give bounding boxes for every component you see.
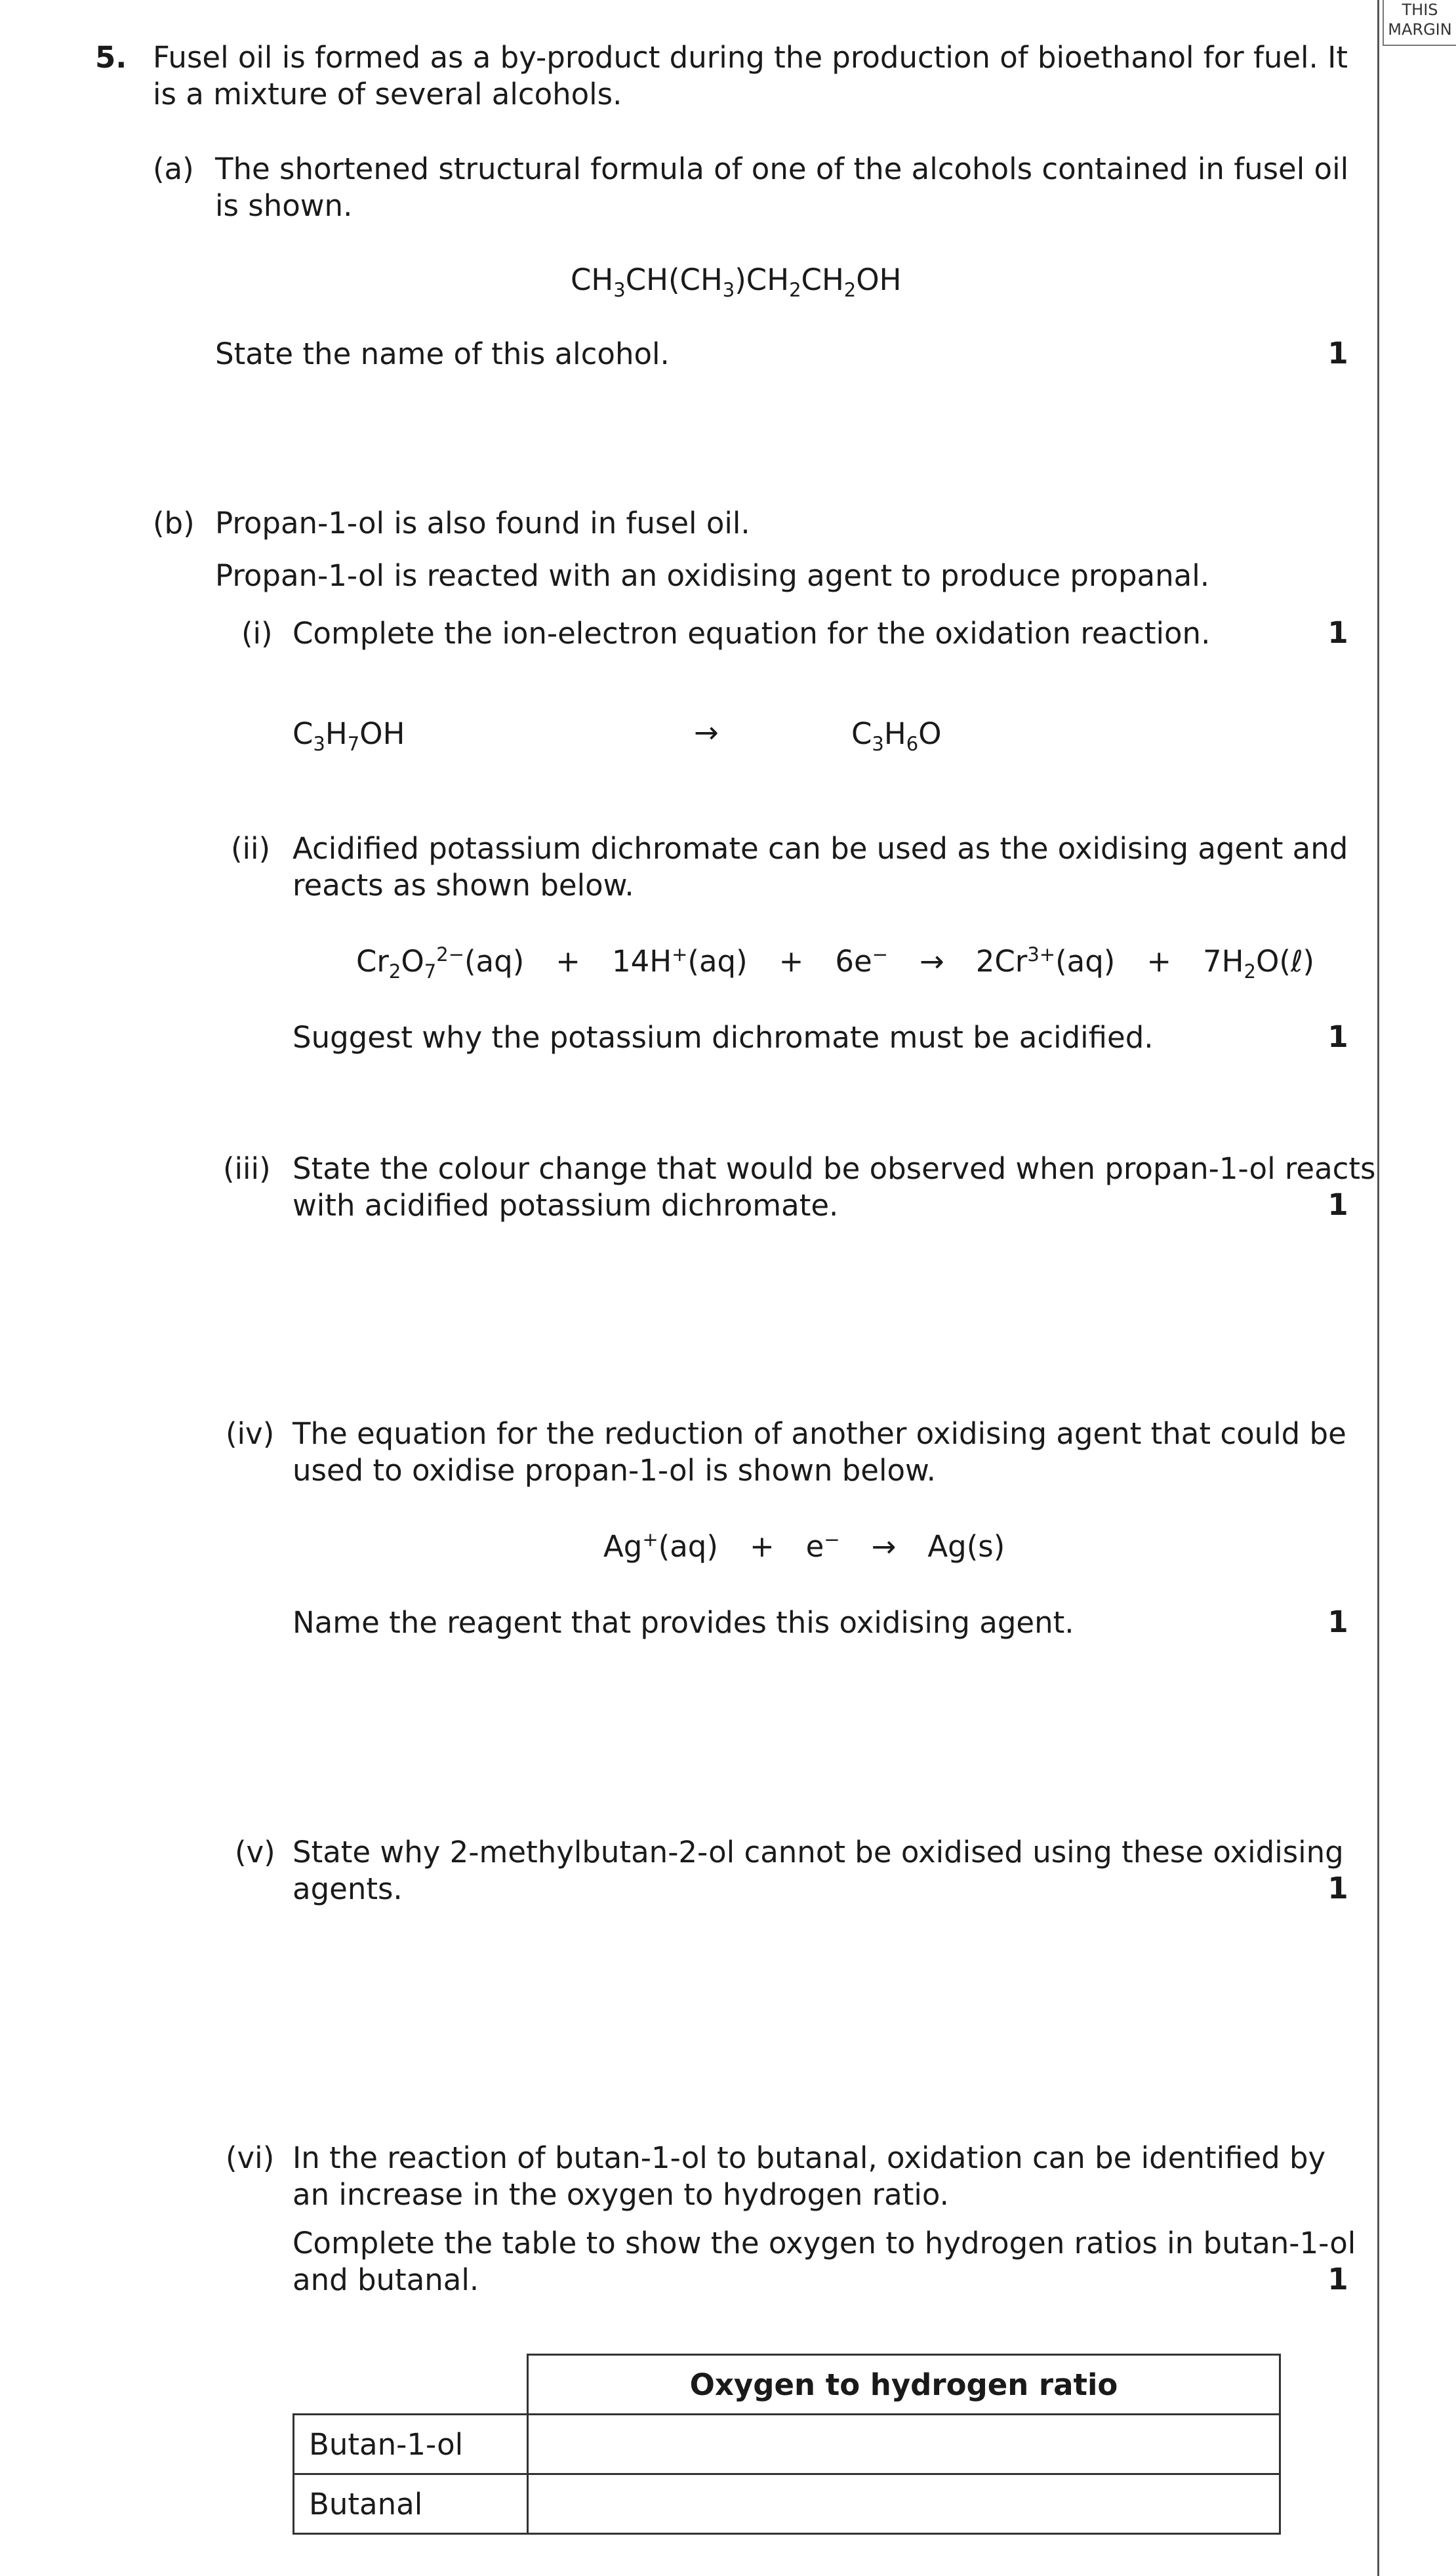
answer-cell-butan-1-ol[interactable] (528, 2415, 1280, 2474)
question-intro-line2: is a mixture of several alcohols. (153, 77, 622, 112)
part-a-line1: The shortened structural formula of one of the alcohols contained in fusel oil (215, 152, 1349, 186)
answer-cell-butanal[interactable] (528, 2474, 1280, 2534)
part-a-line2: is shown. (215, 188, 353, 223)
silver-equation: Ag+(aq) + e− → Ag(s) (603, 1528, 1005, 1564)
part-b-iv-prompt: Name the reagent that provides this oxidising agent. (293, 1605, 1074, 1640)
margin-label (1383, 0, 1456, 46)
part-b-vi-line4: and butanal. (293, 2262, 479, 2297)
ion-electron-left: $C_3H_7OH$ (293, 716, 405, 755)
part-a-label: (a) (153, 152, 194, 186)
table-row (294, 2474, 1280, 2534)
part-b-iii-line1: State the colour change that would be observed when propan-1-ol reacts (293, 1151, 1376, 1186)
part-b-iv-line1: The equation for the reduction of another oxidising agent that could be (293, 1416, 1346, 1451)
part-b-label: (b) (153, 506, 195, 541)
margin-divider (1377, 0, 1379, 2576)
part-a-prompt: State the name of this alcohol. (215, 337, 670, 371)
part-a-marks: 1 (1327, 336, 1348, 371)
margin-label-line2: MARGIN (1388, 20, 1452, 39)
dichromate-equation: $Cr_2O_7^{2-}(aq) + 14H^+(aq) + 6e^- \to 2Cr^{3+}(aq)$ + $7H_2O(\ell)$ (356, 943, 1315, 983)
part-b-ii-prompt: Suggest why the potassium dichromate must be acidified. (293, 1020, 1154, 1055)
table-row (294, 2415, 1280, 2474)
part-b-v-line2: agents. (293, 1871, 403, 1906)
part-b-i-text: Complete the ion-electron equation for the oxidation reaction. (293, 616, 1211, 651)
part-b-iv-line2: used to oxidise propan-1-ol is shown below. (293, 1453, 936, 1488)
table-header-row (294, 2355, 1280, 2415)
part-b-ii-line2: reacts as shown below. (293, 868, 634, 903)
part-b-v-label: (v) (235, 1835, 275, 1870)
part-b-i-marks: 1 (1327, 615, 1348, 650)
part-b-vi-line3: Complete the table to show the oxygen to hydrogen ratios in butan-1-ol (293, 2226, 1356, 2260)
part-b-v-line1: State why 2-methylbutan-2-ol cannot be oxidised using these oxidising (293, 1835, 1344, 1870)
part-b-iii-line2: with acidified potassium dichromate. (293, 1188, 839, 1223)
ion-electron-right: $C_3H_6O$ (851, 716, 942, 755)
question-number: 5. (95, 40, 127, 75)
part-b-iii-marks: 1 (1327, 1187, 1348, 1222)
part-b-iv-label: (iv) (226, 1416, 275, 1451)
part-b-line1: Propan-1-ol is also found in fusel oil. (215, 506, 750, 541)
part-b-vi-line2: an increase in the oxygen to hydrogen ratio. (293, 2177, 949, 2212)
ratio-table (293, 2354, 1281, 2535)
part-b-ii-label: (ii) (231, 831, 271, 866)
table-header: Oxygen to hydrogen ratio (528, 2355, 1280, 2415)
part-b-ii-marks: 1 (1327, 1019, 1348, 1054)
part-b-vi-line1: In the reaction of butan-1-ol to butanal, oxidation can be identified by (293, 2140, 1326, 2175)
part-b-vi-label: (vi) (226, 2140, 275, 2175)
part-b-line2: Propan-1-ol is reacted with an oxidising agent to produce propanal. (215, 558, 1210, 593)
part-b-i-label: (i) (241, 616, 273, 651)
row-label-butan-1-ol: Butan-1-ol (294, 2415, 528, 2474)
structural-formula: $CH_3CH(CH_3)CH_2CH_2OH$ (571, 262, 902, 301)
table-corner-cell (294, 2355, 528, 2415)
part-b-vi-marks: 1 (1327, 2262, 1348, 2297)
part-b-iv-marks: 1 (1327, 1605, 1348, 1639)
margin-label-line1: THIS (1402, 1, 1438, 19)
part-b-iii-label: (iii) (223, 1151, 271, 1186)
question-intro-line1: Fusel oil is formed as a by-product during the production of bioethanol for fuel. It (153, 40, 1348, 75)
ion-electron-arrow: → (694, 715, 719, 750)
part-b-ii-line1: Acidified potassium dichromate can be used as the oxidising agent and (293, 831, 1348, 866)
part-b-v-marks: 1 (1327, 1871, 1348, 1906)
row-label-butanal: Butanal (294, 2474, 528, 2534)
